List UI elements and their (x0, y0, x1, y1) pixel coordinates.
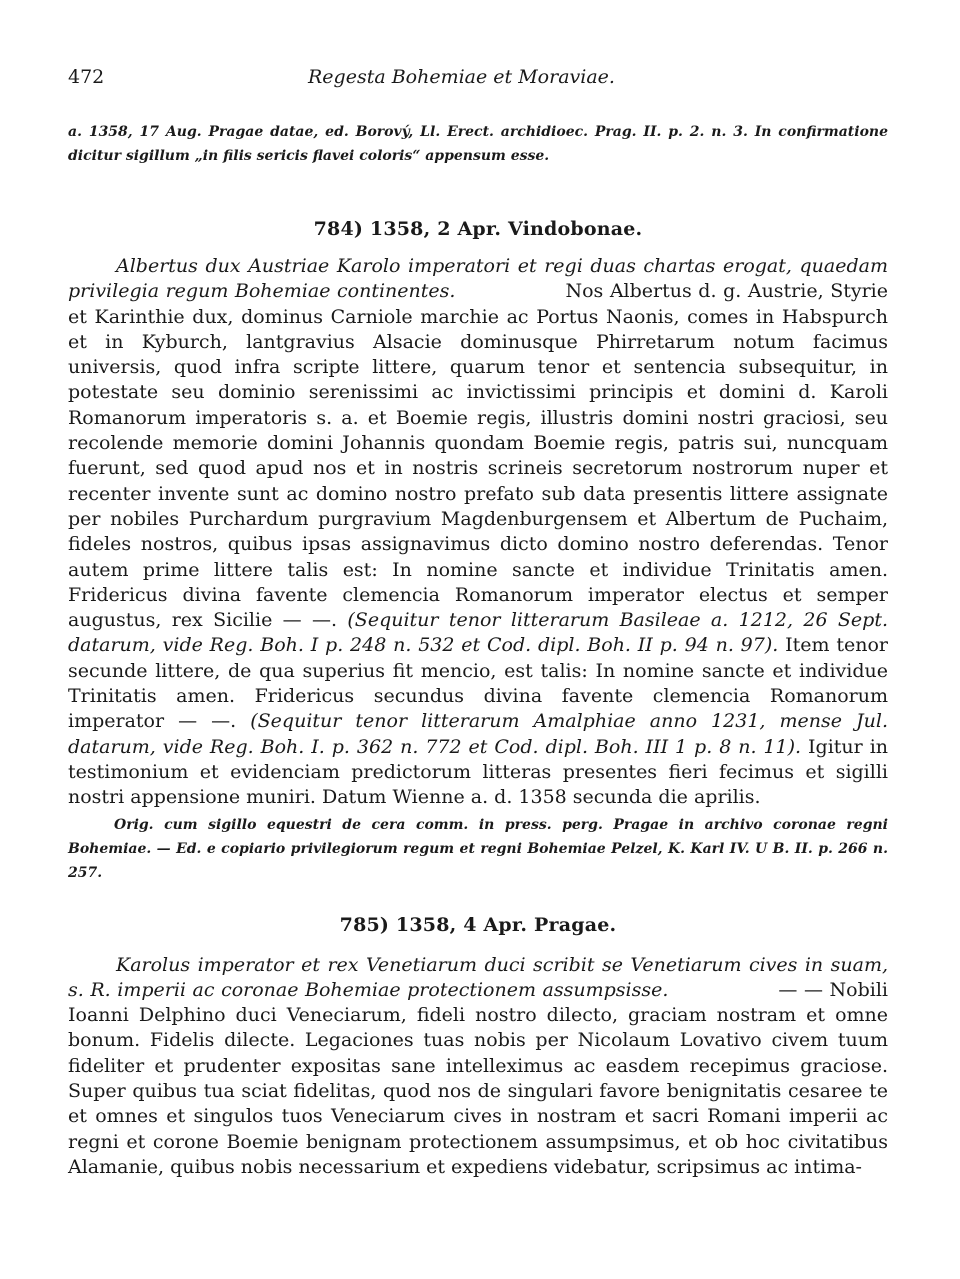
entry-785 (68, 953, 888, 1181)
entry-784-body (68, 254, 888, 811)
entry-785-regest: Karolus imperator et rex Venetiarum duci scribit se Venetiarum cives in suam, s. R. imperii ac coronae Bohemiae protectionem assumpsisse. (68, 953, 888, 1001)
entry-784-note: Orig. cum sigillo equestri de cera comm. in press. perg. Pragae in archivo coronae regni Bohemiae. — Ed. e copiario privilegiorum regum et regni Bohemiae Pelzel, K. Karl IV. U B. II. p. 266 n. 257. (68, 816, 888, 881)
entry-784-text-2: Item tenor secunde littere, de qua superius fit mencio, est talis: In nomine sancte et individue Trinitatis amen. Fridericus secundus divina favente clemencia Romanorum imperator — —. (68, 634, 888, 733)
entry-784-heading: 784) 1358, 2 Apr. Vindobonae. (313, 218, 643, 240)
top-footnote: a. 1358, 17 Aug. Pragae datae, ed. Borový, Ll. Erect. archidioec. Prag. II. p. 2. n. 3. In confirmatione dicitur sigillum „in filis sericis flavei coloris“ appensum esse. (68, 124, 888, 164)
entry-784-regest: Albertus dux Austriae Karolo imperatori et regi duas chartas erogat, quaedam privilegia regum Bohemiae continentes. (68, 255, 888, 303)
entry-784-italic-1: (Sequitur tenor litterarum Basileae a. 1212, 26 Sept. datarum, vide Reg. Boh. I p. 248 n. 532 et Cod. dipl. Boh. II p. 94 n. 97). (68, 609, 888, 657)
page-number: 472 (68, 66, 105, 88)
entry-784-italic-2: (Sequitur tenor litterarum Amalphiae anno 1231, mense Jul. datarum, vide Reg. Boh. I. p. 362 n. 772 et Cod. dipl. Boh. III 1 p. 8 n. 11). (68, 710, 889, 758)
entry-785-heading: 785) 1358, 4 Apr. Pragae. (339, 913, 617, 936)
entry-784 (68, 254, 888, 885)
entry-784-text-3: Igitur in testimonium et evidenciam predictorum litteras presentes fieri fecimus et sigilli nostri appensione muniri. Datum Wienne a. d. 1358 secunda die aprilis. (68, 735, 889, 809)
page-header (68, 66, 888, 94)
entry-785-text-1: — — Nobili Ioanni Delphino duci Veneciarum, fideli nostro dilecto, graciam nostram et omne bonum. Fidelis dilecte. Legaciones tuas nobis per Nicolaum Lovativo civem tuum fideliter et prudenter expositas sane intelleximus ac easdem recepimus graciose. Super quibus tua sciat fidelitas, quod nos de singulari favore benignitatis cesaree te et omnes et singulos tuos Veneciarum cives in nostram et sacri Romani imperii ac regni et corone Boemie benignam protectionem assumpsimus, et ob hoc civitatibus Alamanie, quibus nobis necessarium et expediens videbatur, scripsimus ac intima- (68, 978, 888, 1178)
running-title: Regesta Bohemiae et Moraviae. (308, 66, 615, 88)
entry-784-text-1: Nos Albertus d. g. Austrie, Styrie et Karinthie dux, dominus Carniole marchie ac Portus Naonis, comes in Habspurch et in Kyburch, lantgravius Alsacie dominusque Phirretarum notum facimus universis, quod infra scripte littere, quarum tenor et sentencia subsequitur, in potestate seu dominio serenissimi ac invictissimi principis et domini d. Karoli Romanorum imperatoris s. a. et Boemie regis, illustris domini nostri graciosi, seu recolende memorie domini Johannis quondam Boemie regis, patris sui, nuncquam fuerunt, sed quod apud nos et in nostris scrineis secretorum nostrorum nuper et recenter invente sunt ac domino nostro prefato sub data presentis littere assignate per nobiles Purchardum purgravium Magdenburgensem et Albertum de Puchaim, fideles nostros, quibus ipsas assignavimus dicto domino nostro deferendas. Tenor autem prime littere talis est: In nomine sancte et individue Trinitatis amen. Fridericus divina favente clemencia Romanorum imperator electus et semper augustus, rex Sicilie — —. (68, 280, 888, 632)
entry-785-body (68, 953, 888, 1181)
